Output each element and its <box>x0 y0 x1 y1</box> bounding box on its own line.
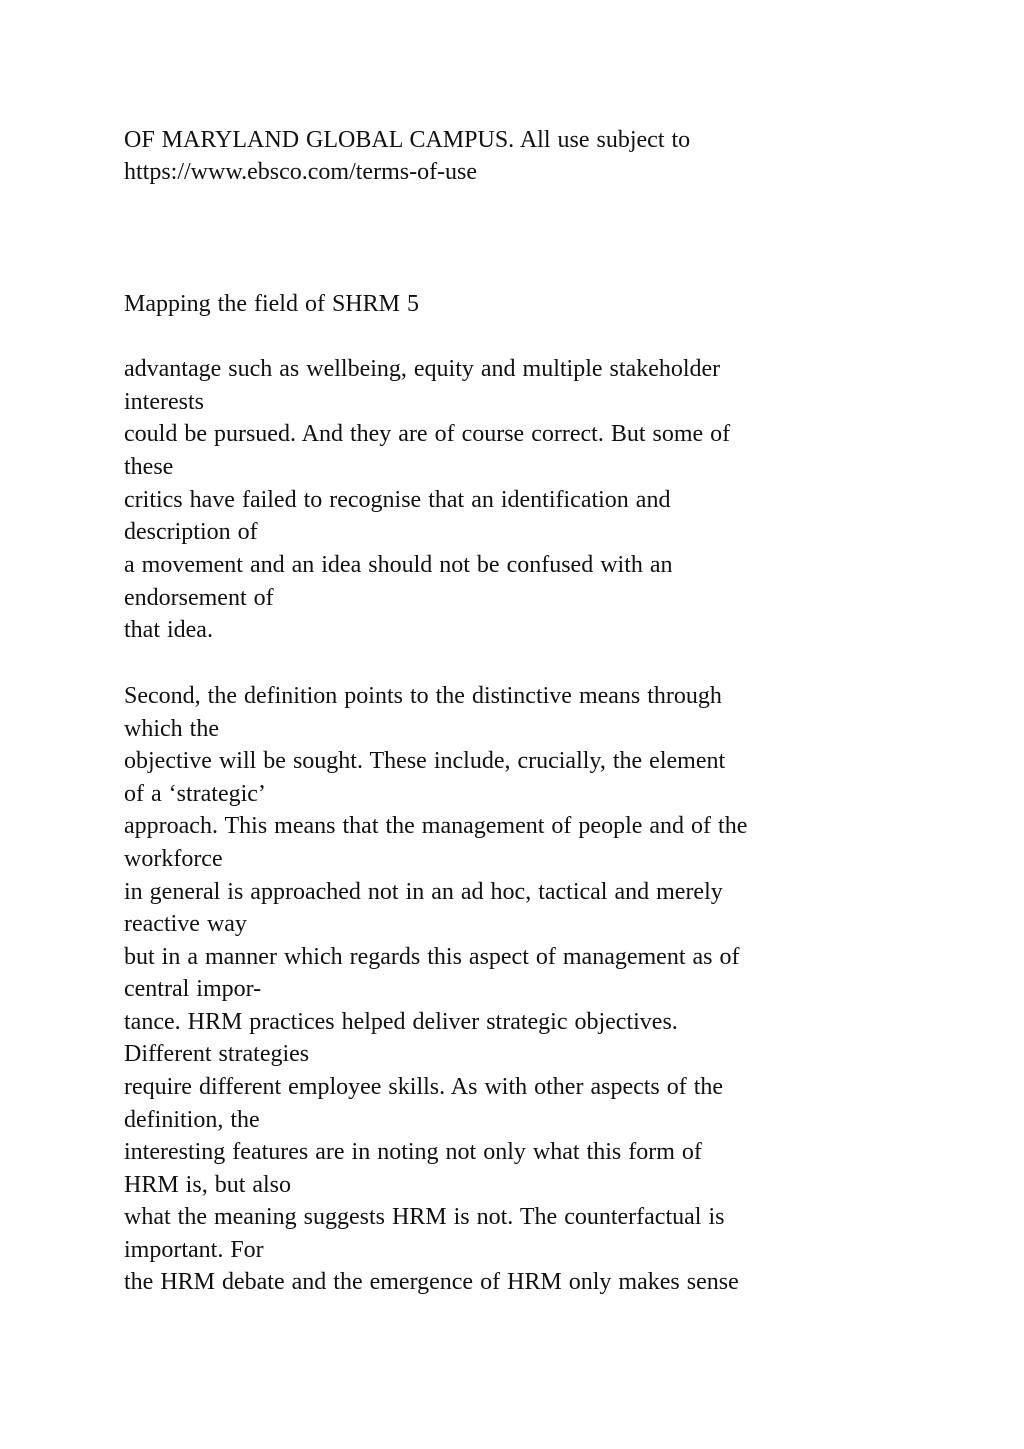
text-line: which the <box>124 716 219 742</box>
text-line: description of <box>124 519 258 545</box>
text-line: but in a manner which regards this aspect of management as of <box>124 944 740 970</box>
text-line: of a ‘strategic’ <box>124 781 266 807</box>
text-line: endorsement of <box>124 585 274 611</box>
text-line: interesting features are in noting not only what this form of <box>124 1139 702 1165</box>
text-line: what the meaning suggests HRM is not. The counterfactual is <box>124 1204 725 1230</box>
text-line: objective will be sought. These include, crucially, the element <box>124 748 726 774</box>
text-line: Second, the definition points to the distinctive means through <box>124 683 722 709</box>
text-line: could be pursued. And they are of course correct. But some of <box>124 421 731 447</box>
text-line: these <box>124 454 174 480</box>
text-line: approach. This means that the management of people and of the <box>124 813 748 839</box>
text-line: interests <box>124 389 204 415</box>
text-line: that idea. <box>124 617 213 643</box>
text-line: the HRM debate and the emergence of HRM only makes sense <box>124 1269 739 1295</box>
text-line: Different strategies <box>124 1041 310 1067</box>
text-line: critics have failed to recognise that an identification and <box>124 487 671 513</box>
text-line: a movement and an idea should not be confused with an <box>124 552 673 578</box>
text-line: reactive way <box>124 911 247 937</box>
header-line: https://www.ebsco.com/terms-of-use <box>124 159 478 185</box>
text-line: in general is approached not in an ad hoc, tactical and merely <box>124 879 723 905</box>
running-head: Mapping the field of SHRM 5 <box>124 291 419 317</box>
text-line: require different employee skills. As with other aspects of the <box>124 1074 724 1100</box>
text-line: workforce <box>124 846 223 872</box>
text-line: definition, the <box>124 1107 260 1133</box>
text-line: important. For <box>124 1237 264 1263</box>
text-line: tance. HRM practices helped deliver strategic objectives. <box>124 1009 678 1035</box>
text-line: HRM is, but also <box>124 1172 292 1198</box>
header-line: OF MARYLAND GLOBAL CAMPUS. All use subject to <box>124 127 691 153</box>
text-line: central impor- <box>124 976 262 1002</box>
text-line: advantage such as wellbeing, equity and multiple stakeholder <box>124 356 721 382</box>
